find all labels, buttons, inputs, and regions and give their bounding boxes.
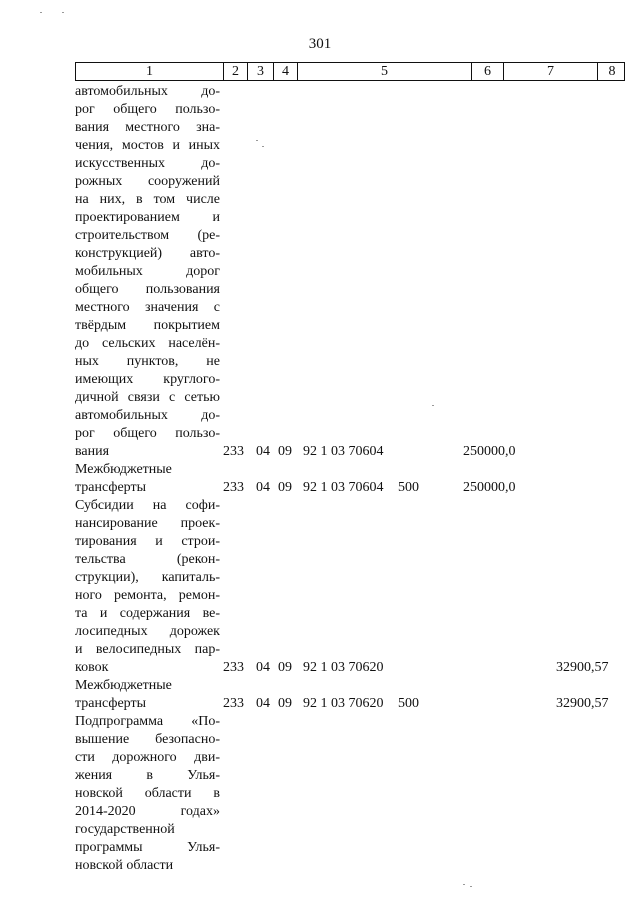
table-header xyxy=(75,62,625,81)
subsection-code: 09 xyxy=(278,660,292,675)
description-line: вания местного зна- xyxy=(75,120,220,135)
amount-col-7: 250000,0 xyxy=(463,444,516,459)
subsection-code: 09 xyxy=(278,480,292,495)
header-col-4: 4 xyxy=(274,63,298,80)
description-line: Межбюджетные xyxy=(75,462,172,477)
amount-col-7: 250000,0 xyxy=(463,480,516,495)
description-line: автомобильных до- xyxy=(75,408,220,423)
target-article-code: 92 1 03 70604 xyxy=(303,444,384,459)
section-code: 04 xyxy=(256,444,270,459)
row-description xyxy=(75,713,220,875)
description-line: строительством (ре- xyxy=(75,228,220,243)
description-line: нансирование проек- xyxy=(75,516,220,531)
description-line: до сельских населён- xyxy=(75,336,220,351)
header-col-2: 2 xyxy=(224,63,248,80)
target-article-code: 92 1 03 70620 xyxy=(303,660,384,675)
header-col-1: 1 xyxy=(76,63,224,80)
header-col-3: 3 xyxy=(248,63,274,80)
subsection-code: 09 xyxy=(278,696,292,711)
admin-code: 233 xyxy=(223,444,244,459)
description-line: лосипедных дорожек xyxy=(75,624,220,639)
target-article-code: 92 1 03 70620 xyxy=(303,696,384,711)
description-line: ного ремонта, ремон- xyxy=(75,588,220,603)
description-line: чения, мостов и иных xyxy=(75,138,220,153)
description-line: ных пунктов, не xyxy=(75,354,220,369)
section-code: 04 xyxy=(256,660,270,675)
description-line: рог общего пользо- xyxy=(75,426,220,441)
description-line: рожных сооружений xyxy=(75,174,220,189)
table-row xyxy=(0,659,640,677)
description-line: местного значения с xyxy=(75,300,220,315)
admin-code: 233 xyxy=(223,660,244,675)
description-line: та и содержания ве- xyxy=(75,606,220,621)
description-line: мобильных дорог xyxy=(75,264,220,279)
scan-speck xyxy=(432,405,434,406)
scan-speck xyxy=(262,146,264,147)
description-line: новской области xyxy=(75,858,174,873)
section-code: 04 xyxy=(256,480,270,495)
table-row xyxy=(0,443,640,461)
description-line: Субсидии на софи- xyxy=(75,498,220,513)
scan-speck xyxy=(470,886,472,887)
description-line: струкции), капиталь- xyxy=(75,570,220,585)
description-line: общего пользования xyxy=(75,282,220,297)
description-line: тельства (рекон- xyxy=(75,552,220,567)
description-line: ковок xyxy=(75,660,109,675)
scan-speck xyxy=(62,12,64,13)
page-number: 301 xyxy=(308,36,332,52)
scan-speck xyxy=(40,12,42,13)
description-line: имеющих круглого- xyxy=(75,372,220,387)
table-row xyxy=(0,479,640,497)
description-line: трансферты xyxy=(75,696,147,711)
description-line: программы Улья- xyxy=(75,840,220,855)
header-col-5: 5 xyxy=(298,63,472,80)
row-description xyxy=(75,497,220,677)
description-line: государственной xyxy=(75,822,175,837)
subsection-code: 09 xyxy=(278,444,292,459)
target-article-code: 92 1 03 70604 xyxy=(303,480,384,495)
section-code: 04 xyxy=(256,696,270,711)
description-line: Межбюджетные xyxy=(75,678,172,693)
scan-speck xyxy=(256,140,258,141)
header-col-6: 6 xyxy=(472,63,504,80)
header-col-7: 7 xyxy=(504,63,598,80)
table-row xyxy=(0,695,640,713)
row-description xyxy=(75,83,220,461)
description-line: автомобильных до- xyxy=(75,84,220,99)
description-line: вания xyxy=(75,444,110,459)
description-line: трансферты xyxy=(75,480,147,495)
description-line: Подпрограмма «По- xyxy=(75,714,220,729)
description-line: проектированием и xyxy=(75,210,220,225)
admin-code: 233 xyxy=(223,480,244,495)
expense-type-code: 500 xyxy=(398,696,419,711)
description-line: и велосипедных пар- xyxy=(75,642,220,657)
description-line: тирования и строи- xyxy=(75,534,220,549)
description-line: вышение безопасно- xyxy=(75,732,220,747)
description-line: 2014-2020 годах» xyxy=(75,804,220,819)
admin-code: 233 xyxy=(223,696,244,711)
description-line: конструкцией) авто- xyxy=(75,246,220,261)
amount-col-8: 32900,57 xyxy=(556,696,609,711)
description-line: на них, в том числе xyxy=(75,192,220,207)
description-line: рог общего пользо- xyxy=(75,102,220,117)
header-col-8: 8 xyxy=(608,64,616,79)
description-line: твёрдым покрытием xyxy=(75,318,220,333)
description-line: дичной связи с сетью xyxy=(75,390,220,405)
description-line: жения в Улья- xyxy=(75,768,220,783)
expense-type-code: 500 xyxy=(398,480,419,495)
description-line: искусственных до- xyxy=(75,156,220,171)
description-line: сти дорожного дви- xyxy=(75,750,220,765)
scan-speck xyxy=(463,884,465,885)
amount-col-8: 32900,57 xyxy=(556,660,609,675)
description-line: новской области в xyxy=(75,786,220,801)
